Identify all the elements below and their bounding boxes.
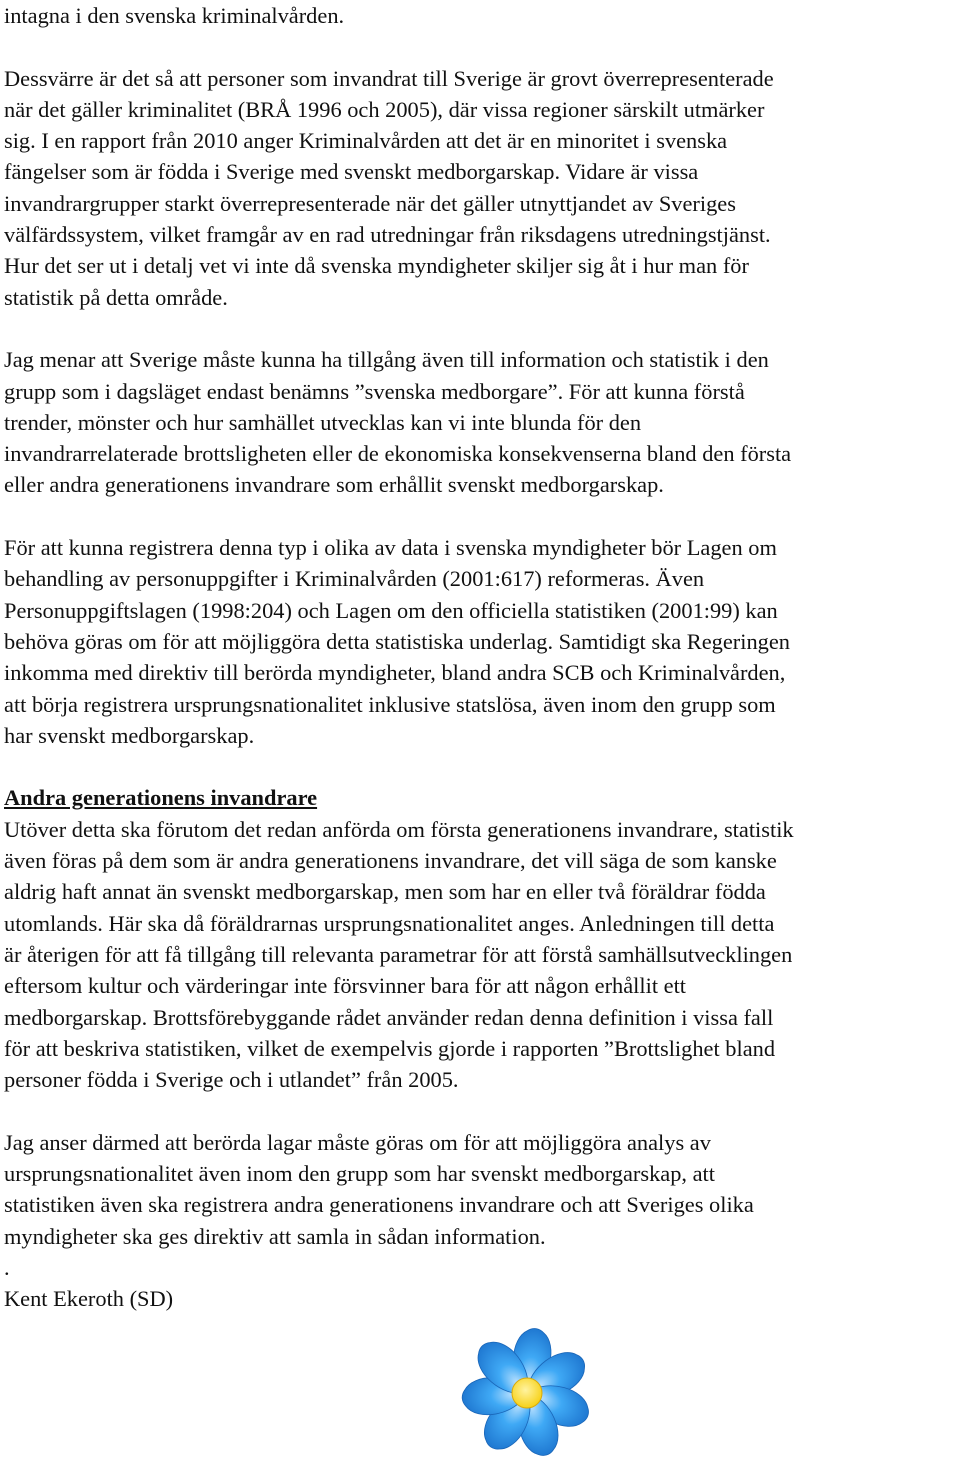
paragraph-gap	[4, 31, 956, 62]
paragraph-overrepresentation: Dessvärre är det så att personer som invandrat till Sverige är grovt överrepresenterade när det gäller kriminalitet (BRÅ 1996 och 2005), där vissa regioner särskilt utmärker sig. I en rapport från 2010 anger Kriminalvården att det är en minoritet i svenska fängelser som är födda i Sverige med svenskt medborgarskap. Vidare är vissa invandrargrupper starkt överrepresenterade när det gäller utnyttjandet av Sveriges välfärdssystem, vilket framgår av en rad utredningar från riksdagens utredningstjänst. Hur det ser ut i detalj vet vi inte då svenska myndigheter skiljer sig åt i hur man för statistik på detta område.	[4, 65, 774, 310]
paragraph-law-reform: För att kunna registrera denna typ i olika av data i svenska myndigheter bör Lagen om behandling av personuppgifter i Kriminalvården (2001:617) reformeras. Även Personuppgiftslagen (1998:204) och Lagen om den officiella statistiken (2001:99) kan behöva göras om för att möjliggöra detta statistiska underlag. Samtidigt ska Regeringen inkomma med direktiv till berörda myndigheter, bland andra SCB och Kriminalvården, att börja registrera ursprungsnationalitet inklusive statslösa, även inom den grupp som har svenskt medborgarskap.	[4, 535, 790, 748]
paragraph-statistics-access: Jag menar att Sverige måste kunna ha tillgång även till information och statistik i den grupp som i dagsläget endast benämns ”svenska medborgare”. För att kunna förstå trender, mönster och hur samhället utvecklas kan vi inte blunda för den invandrarrelaterade brottsligheten eller de ekonomiska konsekvenserna bland den första eller andra generationens invandrare som erhållit svenskt medborgarskap.	[4, 347, 792, 498]
document-page	[4, 0, 956, 1314]
blue-anemone-flower-icon	[459, 1325, 595, 1461]
signature: Kent Ekeroth (SD)	[4, 1286, 174, 1312]
flower-center	[512, 1378, 542, 1408]
paragraph-gap	[4, 751, 956, 782]
paragraph-second-generation: Utöver detta ska förutom det redan anförda om första generationens invandrare, statistik även föras på dem som är andra generationens invandrare, det vill säga de som kanske aldrig haft annat än svenskt medborgarskap, men som har en eller två föräldrar födda utomlands. Här ska då föräldrarnas ursprungsnationalitet anges. Anledningen till detta är återigen för att få tillgång till relevanta parametrar för att förstå samhällsutvecklingen eftersom kultur och värderingar inte försvinner bara för att någon erhållit ett medborgarskap. Brottsförebyggande rådet använder redan denna definition i vissa fall för att beskriva statistiken, vilket de exempelvis gjorde i rapporten ”Brottslighet bland personer födda i Sverige och i utlandet” från 2005.	[4, 816, 794, 1093]
section-heading: Andra generationens invandrare	[4, 785, 318, 811]
paragraph-gap	[4, 501, 956, 532]
dot-line: .	[4, 1254, 10, 1280]
paragraph-conclusion: Jag anser därmed att berörda lagar måste göras om för att möjliggöra analys av ursprungsnationalitet även inom den grupp som har svenskt medborgarskap, att statistiken även ska registrera andra generationens invandrare och att Sveriges olika myndigheter ska ges direktiv att samla in sådan information.	[4, 1129, 754, 1249]
paragraph-gap	[4, 1095, 956, 1126]
intro-fragment: intagna i den svenska kriminalvården.	[4, 3, 345, 28]
paragraph-gap	[4, 313, 956, 344]
